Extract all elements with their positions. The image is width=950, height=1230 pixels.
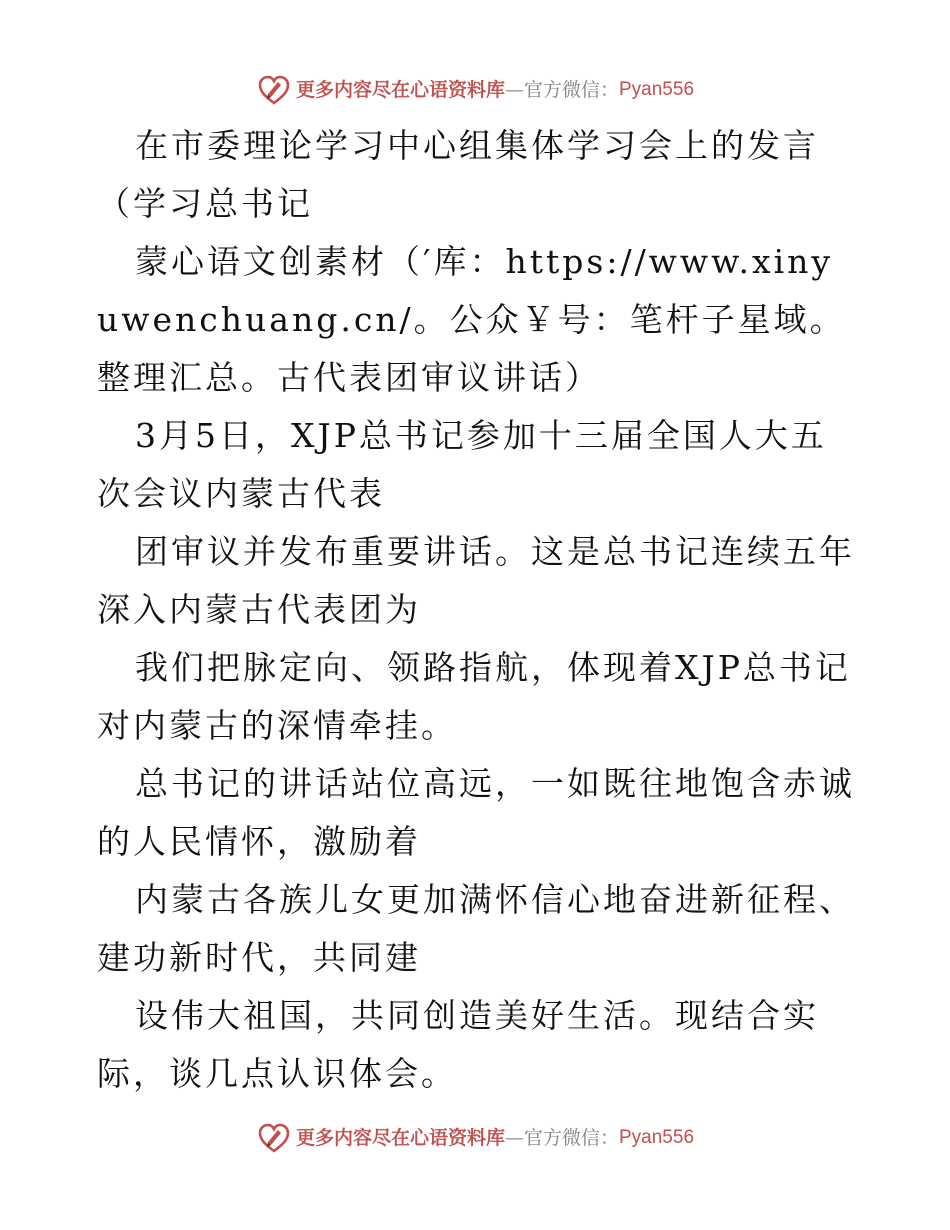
paragraph: 在市委理论学习中心组集体学习会上的发言（学习总书记 — [97, 126, 819, 223]
paragraph: 团审议并发布重要讲话。这是总书记连续五年深入内蒙古代表团为 — [97, 532, 855, 629]
banner-wechat-label: 官方微信： — [523, 79, 619, 101]
heart-pen-logo-icon — [256, 72, 292, 108]
banner-wechat-id: Pyan556 — [619, 1127, 695, 1148]
footer-banner — [0, 1118, 950, 1158]
banner-wechat-id: Pyan556 — [619, 79, 695, 100]
banner-title: 更多内容尽在心语资料库 — [295, 1127, 505, 1149]
heart-pen-logo-icon — [256, 1120, 292, 1156]
banner-title: 更多内容尽在心语资料库 — [295, 79, 505, 101]
paragraph: 内蒙古各族儿女更加满怀信心地奋进新征程、建功新时代，共同建 — [97, 880, 855, 977]
paragraph: 总书记的讲话站位高远，一如既往地饱含赤诚的人民情怀，激励着 — [97, 764, 855, 861]
paragraph: 设伟大祖国，共同创造美好生活。现结合实际，谈几点认识体会。 — [97, 996, 819, 1093]
banner-dash: — — [504, 1127, 524, 1149]
header-banner — [0, 70, 950, 110]
paragraph: 蒙心语文创素材（′库：https://www.xinyuwenchuang.cn/。公众￥号：笔杆子星域。整理汇总。古代表团审议讲话） — [97, 242, 846, 397]
document-body — [97, 117, 857, 1103]
banner-wechat-label: 官方微信： — [523, 1127, 619, 1149]
paragraph: 3月5日，XJP总书记参加十三届全国人大五次会议内蒙古代表 — [97, 416, 827, 513]
paragraph: 我们把脉定向、领路指航，体现着XJP总书记对内蒙古的深情牵挂。 — [97, 648, 851, 745]
banner-dash: — — [504, 79, 524, 101]
